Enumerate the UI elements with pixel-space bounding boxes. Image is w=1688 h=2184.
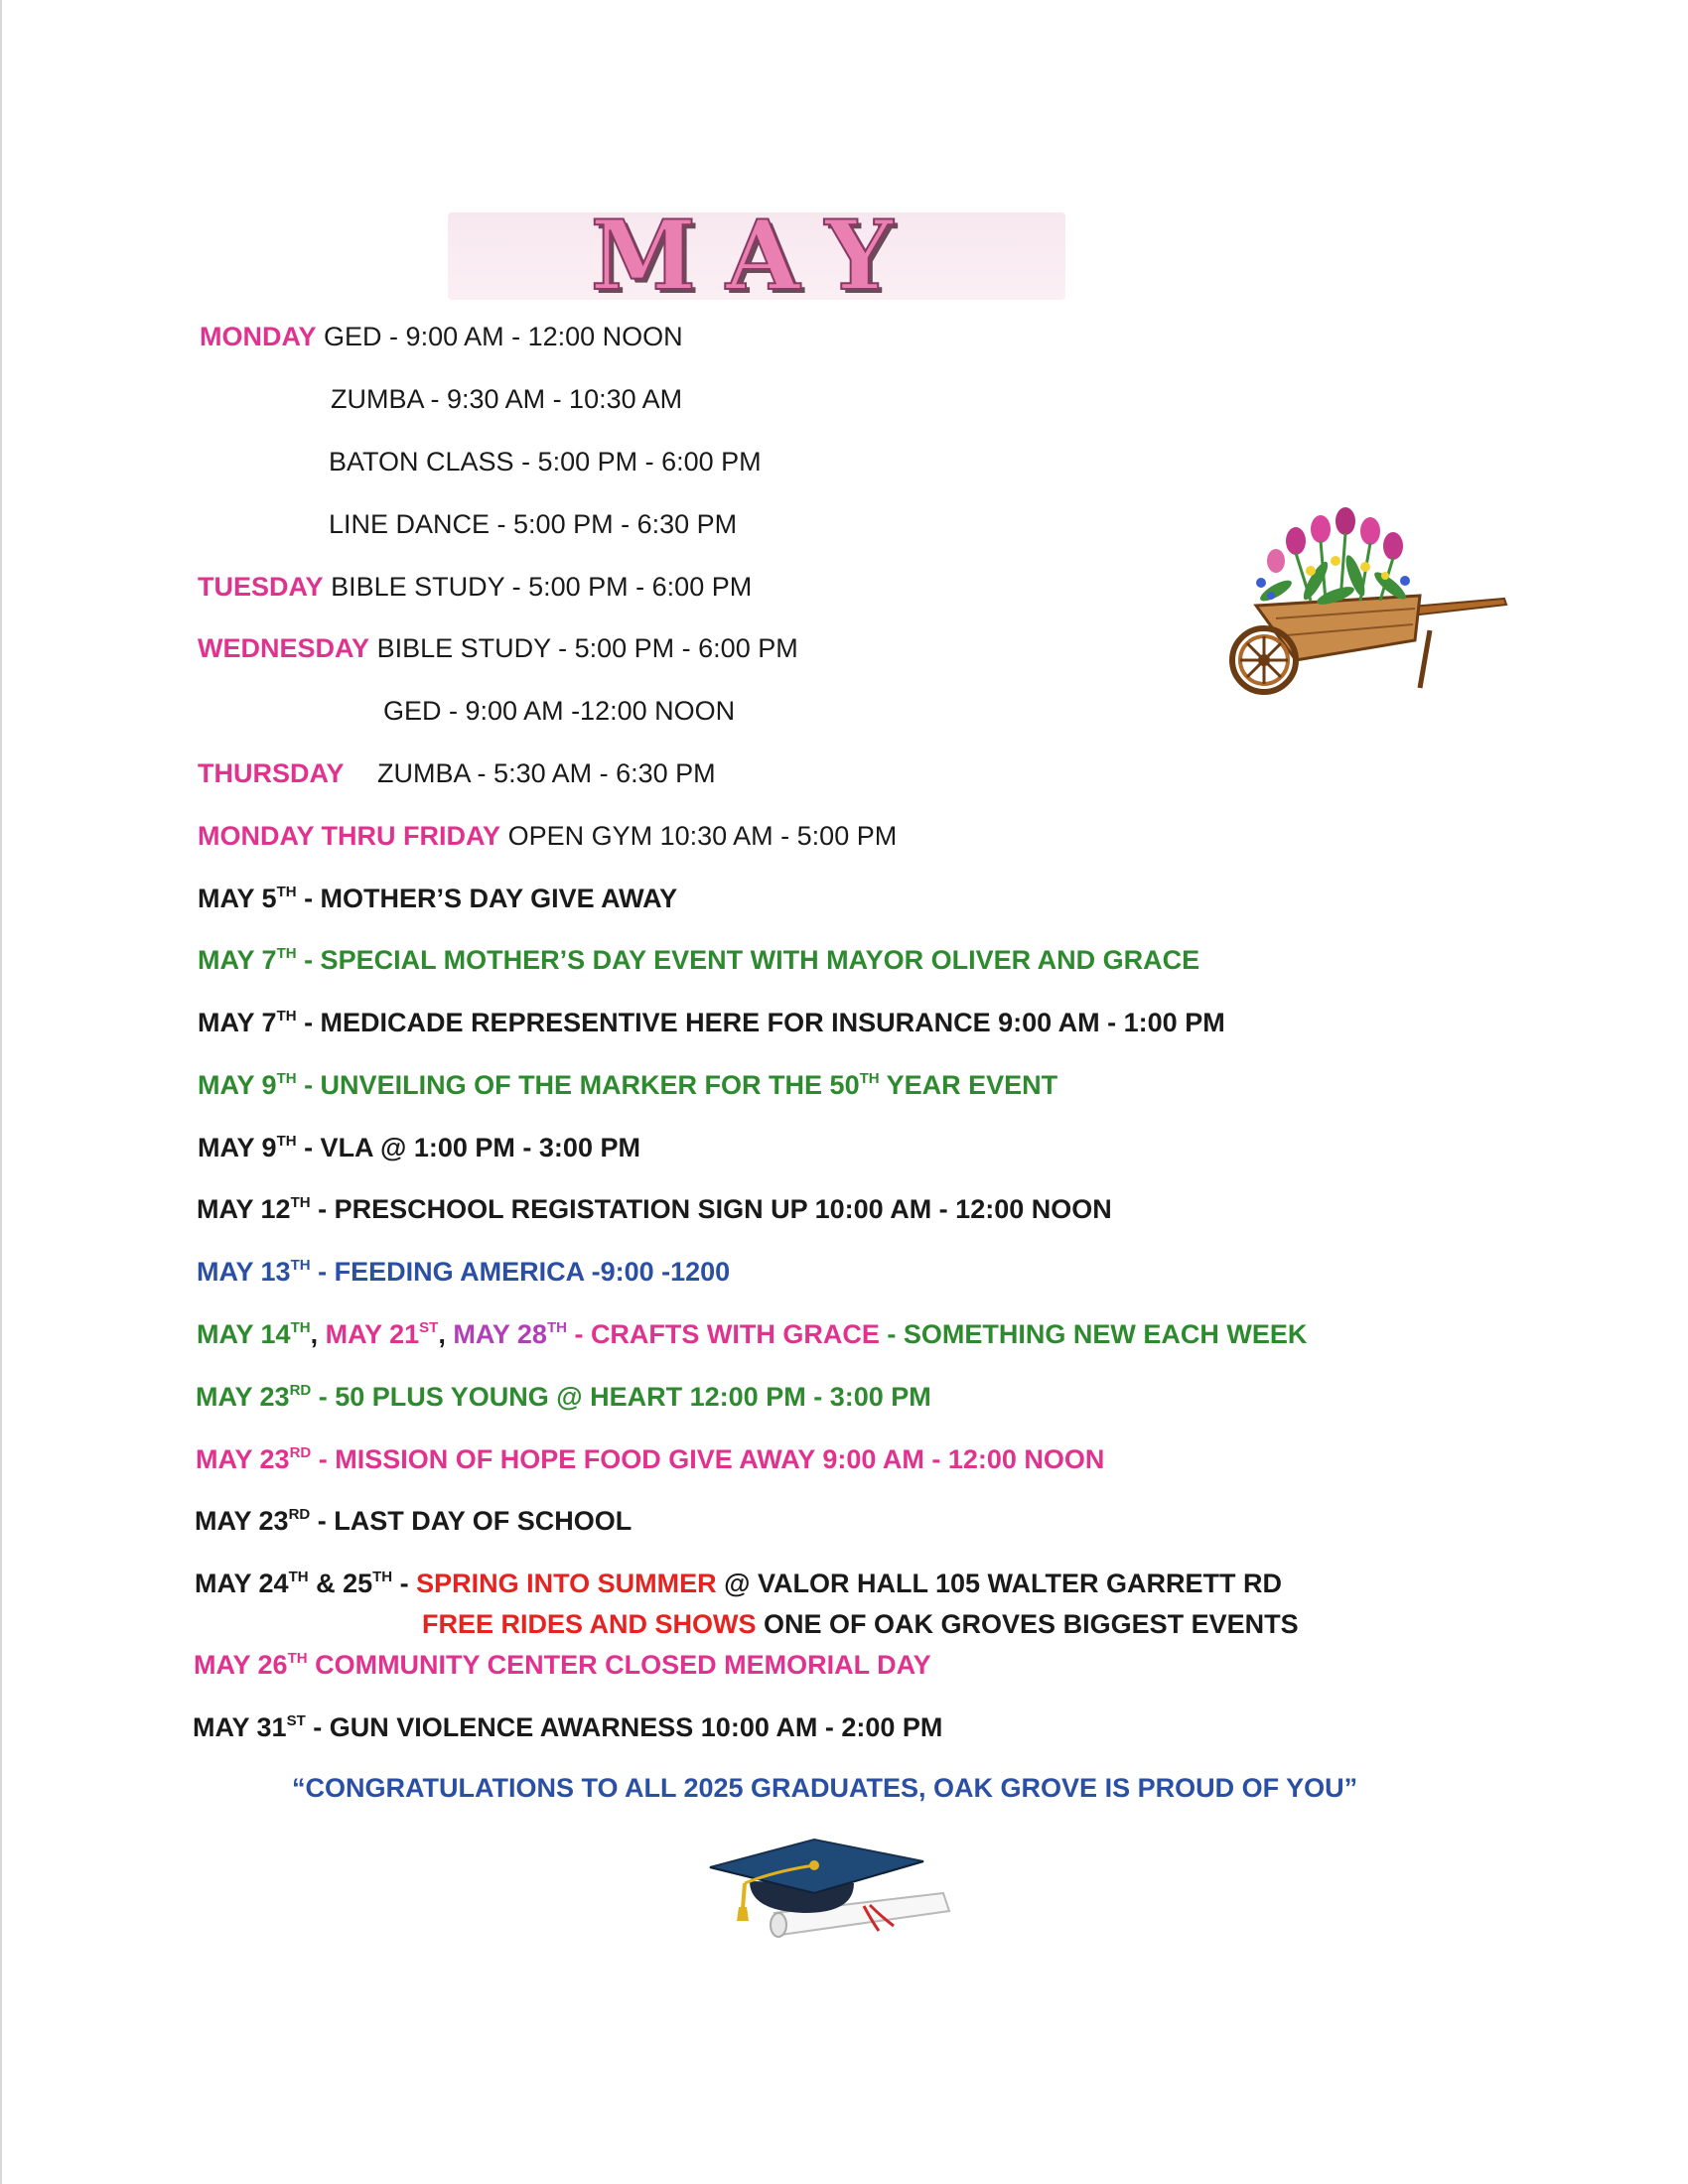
event-text: - PRESCHOOL REGISTATION SIGN UP 10:00 AM - 12:00 NOON — [310, 1194, 1112, 1224]
event-row — [198, 1068, 1057, 1102]
ordinal-suffix: TH — [859, 1070, 880, 1087]
event-date: MAY 12 — [197, 1194, 291, 1224]
event-row — [196, 1380, 931, 1414]
event-row — [194, 1648, 931, 1682]
event-highlight: SPRING INTO SUMMER — [416, 1569, 717, 1598]
event-text: - VLA @ 1:00 PM - 3:00 PM — [296, 1133, 640, 1162]
date-suffix: RD — [289, 1382, 312, 1399]
event-text: - SOMETHING NEW EACH WEEK — [879, 1319, 1308, 1349]
event-date: MAY 9 — [198, 1070, 277, 1100]
schedule-item: ZUMBA - 5:30 AM - 6:30 PM — [377, 758, 716, 788]
event-row — [197, 1317, 1307, 1351]
event-row — [195, 1567, 1282, 1600]
schedule-item: LINE DANCE - 5:00 PM - 6:30 PM — [329, 509, 738, 539]
event-row — [198, 943, 1199, 977]
schedule-item: GED - 9:00 AM - 12:00 NOON — [324, 322, 683, 351]
graduation-cap-diploma-icon — [705, 1832, 953, 1961]
event-text: CRAFTS WITH GRACE — [590, 1319, 880, 1349]
event-text: - MOTHER’S DAY GIVE AWAY — [296, 884, 678, 913]
event-row — [198, 1006, 1225, 1039]
date-suffix: RD — [288, 1506, 311, 1523]
day-label: TUESDAY — [198, 572, 324, 602]
event-date: MAY 14 — [197, 1319, 291, 1349]
event-text: YEAR EVENT — [879, 1070, 1058, 1100]
event-date: MAY 5 — [198, 884, 277, 913]
schedule-item: BIBLE STUDY - 5:00 PM - 6:00 PM — [376, 633, 798, 663]
day-label: MONDAY THRU FRIDAY — [198, 821, 501, 851]
thursday-row — [198, 756, 716, 790]
event-date: MAY 23 — [196, 1444, 290, 1474]
event-date: MAY 31 — [193, 1712, 287, 1742]
event-date: MAY 24 — [195, 1569, 289, 1598]
event-row — [198, 882, 677, 915]
date-suffix: TH — [276, 1133, 297, 1150]
event-row — [197, 1255, 730, 1289]
schedule-item: BIBLE STUDY - 5:00 PM - 6:00 PM — [331, 572, 753, 602]
schedule-item: ZUMBA - 9:30 AM - 10:30 AM — [331, 384, 683, 414]
event-text: - GUN VIOLENCE AWARNESS 10:00 AM - 2:00 PM — [305, 1712, 943, 1742]
event-row-continuation — [422, 1607, 1299, 1641]
date-suffix: TH — [546, 1319, 567, 1336]
date-suffix: ST — [286, 1712, 306, 1729]
event-row — [196, 1442, 1104, 1476]
separator: , — [310, 1319, 326, 1349]
event-date: MAY 28 — [453, 1319, 547, 1349]
wednesday-row — [198, 631, 798, 665]
separator: , — [438, 1319, 454, 1349]
date-suffix: TH — [290, 1194, 311, 1211]
tuesday-row — [198, 570, 752, 604]
event-text: ONE OF OAK GROVES BIGGEST EVENTS — [756, 1609, 1299, 1639]
event-text: - LAST DAY OF SCHOOL — [310, 1506, 633, 1536]
date-suffix: TH — [372, 1569, 393, 1585]
banner-title: MAY — [590, 212, 923, 300]
event-date: MAY 7 — [198, 945, 277, 975]
event-text: - UNVEILING OF THE MARKER FOR THE 50 — [296, 1070, 860, 1100]
date-suffix: RD — [289, 1444, 312, 1461]
date-suffix: TH — [276, 884, 297, 900]
schedule-item: BATON CLASS - 5:00 PM - 6:00 PM — [329, 447, 762, 477]
page-edge-divider — [0, 0, 2, 2184]
event-text: - MEDICADE REPRESENTIVE HERE FOR INSURANCE 9:00 AM - 1:00 PM — [296, 1008, 1225, 1037]
separator: - — [392, 1569, 417, 1598]
day-label: MONDAY — [200, 322, 317, 351]
event-date: MAY 26 — [194, 1650, 288, 1680]
event-text: - MISSION OF HOPE FOOD GIVE AWAY 9:00 AM - 12:00 NOON — [311, 1444, 1105, 1474]
event-row — [197, 1192, 1112, 1226]
event-date: MAY 13 — [197, 1257, 291, 1287]
schedule-item: OPEN GYM 10:30 AM - 5:00 PM — [507, 821, 898, 851]
event-text: @ VALOR HALL 105 WALTER GARRETT RD — [716, 1569, 1283, 1598]
event-row — [193, 1710, 942, 1744]
date-suffix: TH — [287, 1650, 308, 1667]
event-date: MAY 9 — [198, 1133, 277, 1162]
date-suffix: TH — [276, 1070, 297, 1087]
event-text: - 50 PLUS YOUNG @ HEART 12:00 PM - 3:00 PM — [311, 1382, 931, 1412]
weekdays-row — [198, 819, 897, 853]
wheelbarrow-flowers-icon — [1216, 501, 1514, 700]
schedule-item: GED - 9:00 AM -12:00 NOON — [383, 696, 736, 726]
footer-message: “CONGRATULATIONS TO ALL 2025 GRADUATES, OAK GROVE IS PROUD OF YOU” — [292, 1773, 1358, 1803]
event-highlight: FREE RIDES AND SHOWS — [422, 1609, 757, 1639]
event-date: MAY 23 — [195, 1506, 289, 1536]
event-text: - SPECIAL MOTHER’S DAY EVENT WITH MAYOR OLIVER AND GRACE — [296, 945, 1200, 975]
date-suffix: TH — [288, 1569, 309, 1585]
may-banner — [448, 212, 1065, 300]
monday-row — [200, 320, 683, 353]
event-date: MAY 7 — [198, 1008, 277, 1037]
separator: - — [566, 1319, 591, 1349]
date-suffix: TH — [276, 1008, 297, 1024]
date-suffix: TH — [276, 945, 297, 962]
event-text: COMMUNITY CENTER CLOSED MEMORIAL DAY — [307, 1650, 931, 1680]
event-date: MAY 23 — [196, 1382, 290, 1412]
event-row — [195, 1504, 632, 1538]
day-label: WEDNESDAY — [198, 633, 370, 663]
event-date: & 25 — [308, 1569, 373, 1598]
date-suffix: TH — [290, 1257, 311, 1274]
date-suffix: TH — [290, 1319, 311, 1336]
day-label: THURSDAY — [198, 758, 345, 788]
date-suffix: ST — [419, 1319, 439, 1336]
event-date: MAY 21 — [325, 1319, 420, 1349]
event-row — [198, 1131, 640, 1164]
event-text: - FEEDING AMERICA -9:00 -1200 — [310, 1257, 731, 1287]
